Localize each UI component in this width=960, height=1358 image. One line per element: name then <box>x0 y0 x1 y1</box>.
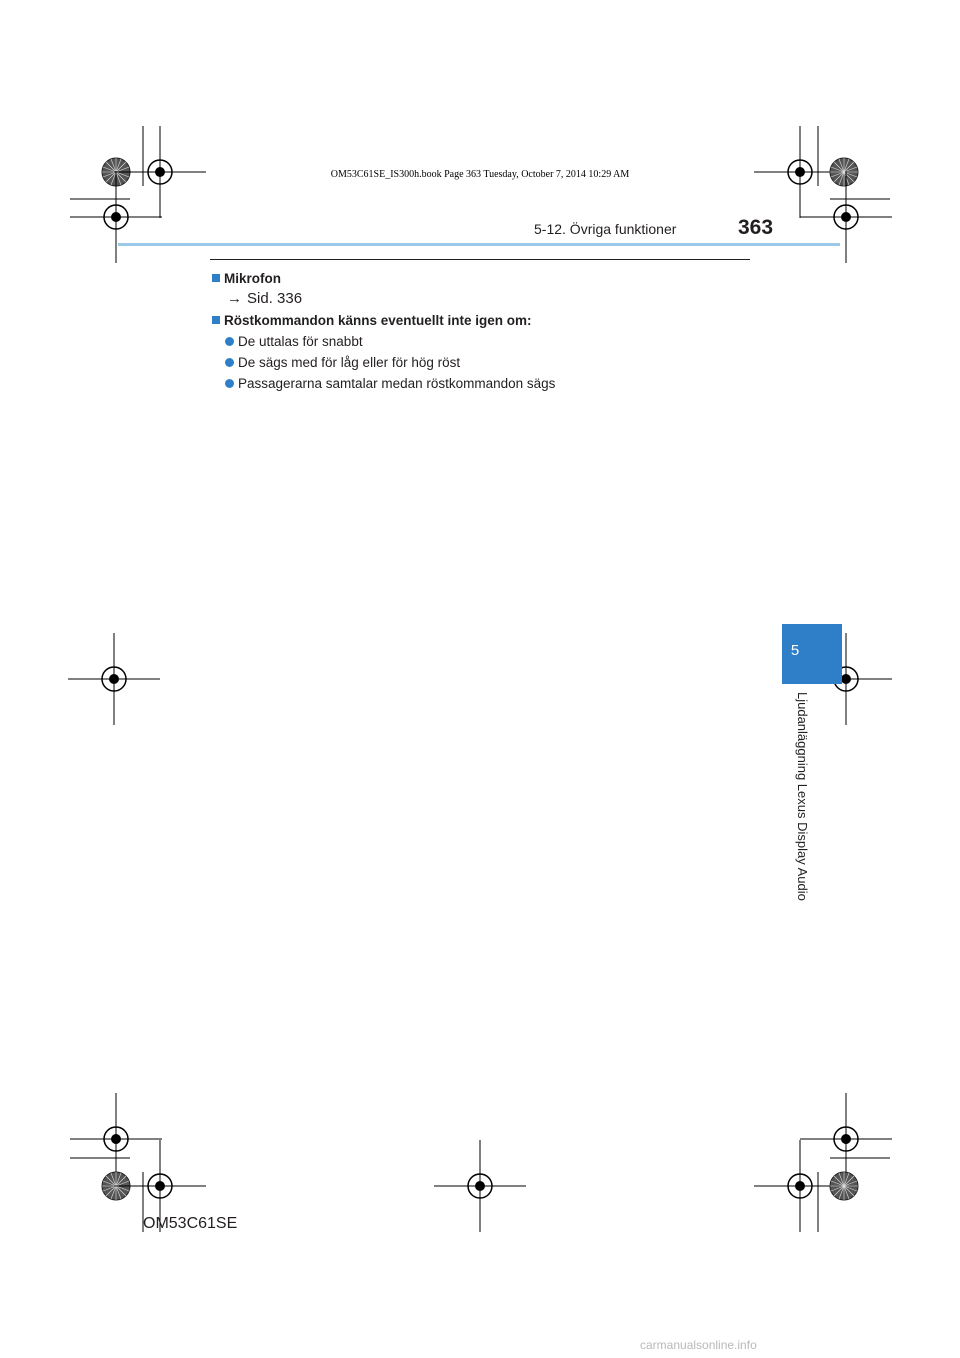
list-item: De sägs med för låg eller för hög röst <box>225 355 460 371</box>
chapter-side-label: Ljudanläggning Lexus Display Audio <box>795 692 810 901</box>
print-stamp: OM53C61SE_IS300h.book Page 363 Tuesday, October 7, 2014 10:29 AM <box>330 169 630 180</box>
round-bullet-icon <box>225 379 234 388</box>
square-bullet-icon <box>212 316 220 324</box>
voice-commands-heading: Röstkommandon känns eventuellt inte igen om: <box>212 313 532 329</box>
square-bullet-icon <box>212 274 220 282</box>
page-number: 363 <box>738 216 774 239</box>
list-item: Passagerarna samtalar medan röstkommandon sägs <box>225 376 555 392</box>
chapter-number: 5 <box>790 642 800 659</box>
document-code: OM53C61SE <box>143 1215 238 1232</box>
round-bullet-icon <box>225 358 234 367</box>
watermark: carmanualsonline.info <box>640 1338 757 1352</box>
header-rule <box>118 243 840 246</box>
arrow-right-icon: → <box>227 290 242 307</box>
section-title: 5-12. Övriga funktioner <box>534 221 677 237</box>
microphone-page-reference[interactable]: → Sid. 336 <box>227 290 303 307</box>
round-bullet-icon <box>225 337 234 346</box>
content-divider <box>210 259 750 260</box>
list-item: De uttalas för snabbt <box>225 334 363 350</box>
microphone-heading: Mikrofon <box>212 271 281 287</box>
